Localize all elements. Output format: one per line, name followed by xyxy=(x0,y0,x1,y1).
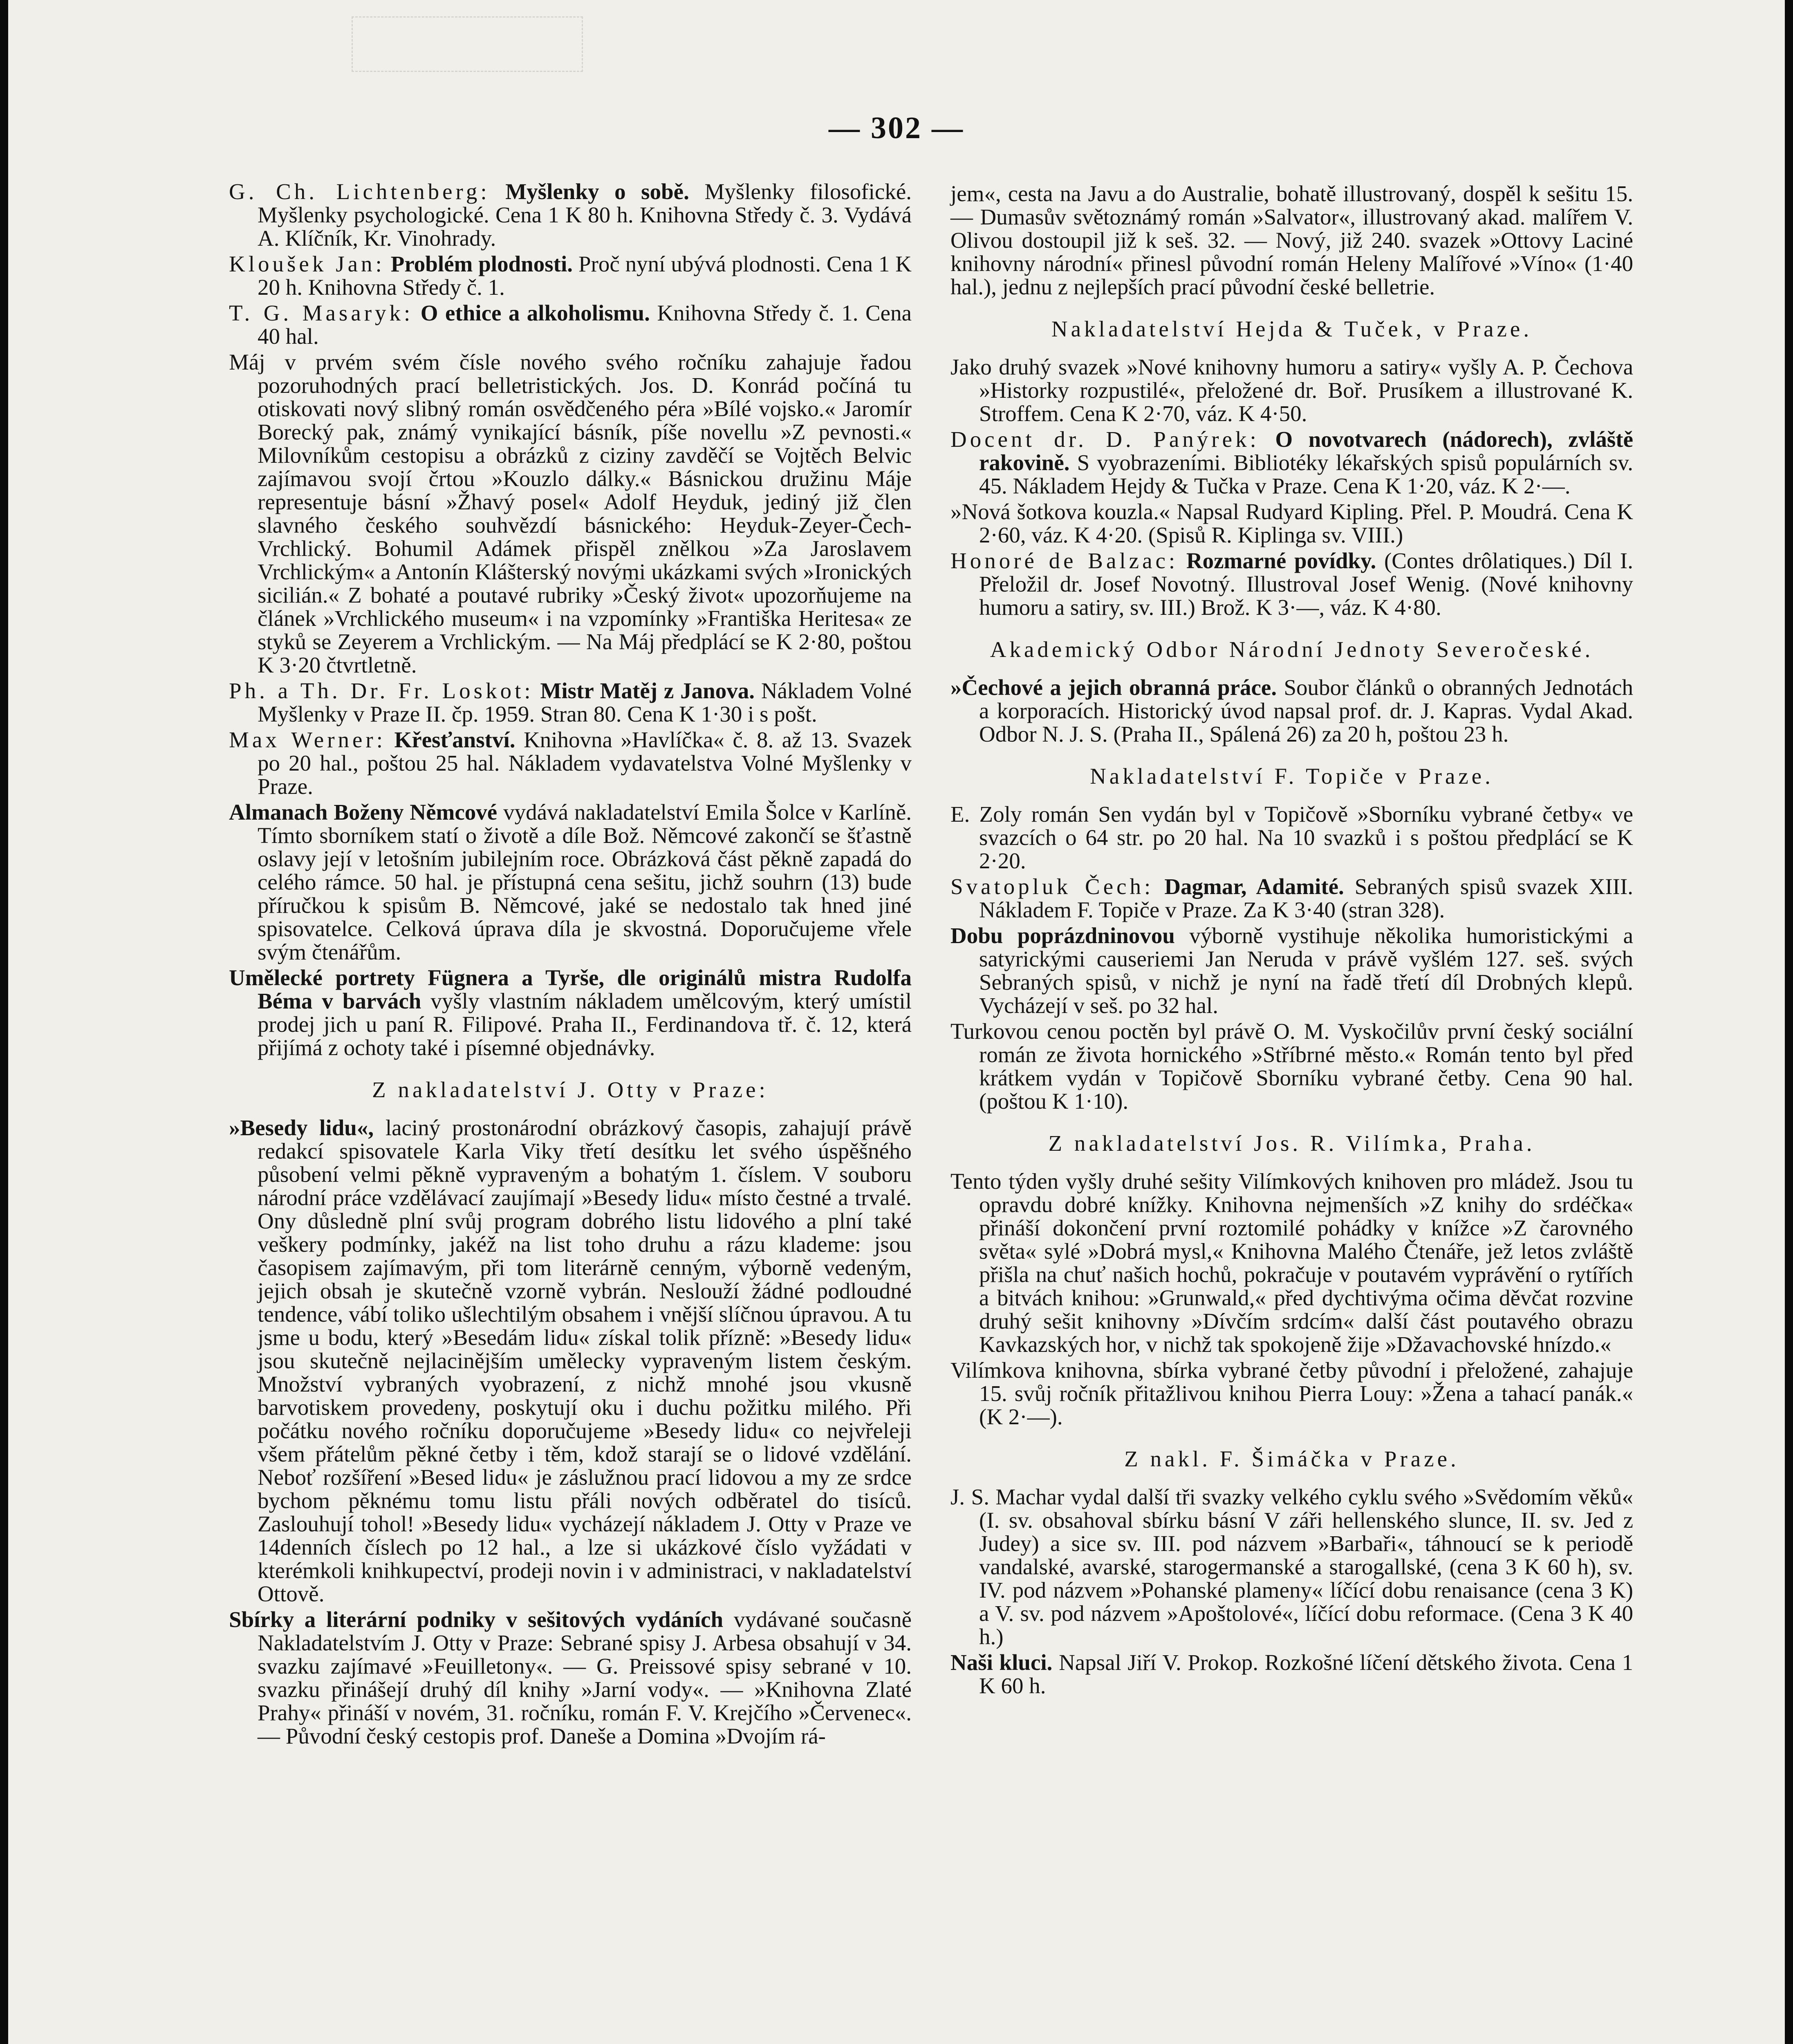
entry-besedy: »Besedy lidu«, laciný prostonárodní obrázkový časopis, zahajují právě redakcí spisovatele Karla Viky třetí desítku let svého úspěšného působení velmi pěkně vypraveným a bohatým 1. číslem. V souboru národní práce vzdělávací zaujímají »Besedy lidu« místo čestné a trvalé. Ony důsledně plní svůj program dobrého listu lidového a plní také veškery podmínky, jakéž na list toho druhu a rázu klademe: jsou časopisem zajímavým, při tom literárně cenným, výborně vedeným, jejich obsah je skutečně vzorně vybrán. Neslouží žádné podloudné tendence, vábí toliko ušlechtilým obsahem i vnější slíčnou úpravou. A tu jsme u bodu, který »Besedám lidu« získal tolik přízně: »Besedy lidu« jsou skutečně nejlacinějším umělecky vypraveným listem českým. Množství vybraných vyobrazení, z nichž mnohé jsou vkusně barvotiskem provedeny, poskytují oku i duchu požitku milého. Při počátku nového ročníku doporučujeme »Besedy lidu« co nejvřeleji všem přátelům pěkné četby i těm, kdož starají se o lidové vzdělání. Neboť rozšíření »Besed lidu« je záslužnou prací lidovou a my ze srdce bychom pěknému tomu listu přáli nových odběratel do tisíců. Zaslouhují tohol! »Besedy lidu« vycházejí nákladem J. Otty v Praze ve 14denních číslech po 12 hal., a lze si ukázkové číslo vyžádati v kterémkoli knihkupectví, prodeji novin i v administraci, v nakladatelství Ottově. xyxy=(229,1115,912,1606)
entry-loskot: Ph. a Th. Dr. Fr. Loskot: Mistr Matěj z Janova. Nákladem Volné Myšlenky v Praze II. čp. 1959. Stran 80. Cena K 1·30 i s pošt. xyxy=(229,678,912,726)
entry-vilimek: Tento týden vyšly druhé sešity Vilímkových knihoven pro mládež. Jsou tu opravdu dobré knížky. Knihovna nejmenších »Z knihy do srdéčka« přináší dokončení první roztomilé pohádky v knížce »Z čarovného světa« sylé »Dobrá mysl,« Knihovna Malého Čtenáře, jež letos zvláště přišla na chuť našich hochů, pokračuje v poutavém vyprávění o rytířích a bitvách knihou: »Grunwald,« před dychtivýma očima děvčat rozvine druhý sešit knihovny »Dívčím srdcím« další část poutavého obrazu Kavkazských hor, v nichž tak spokojeně žije »Džavachovské hnízdo.« xyxy=(950,1169,1633,1357)
entry-turkova: Turkovou cenou poctěn byl právě O. M. Vyskočilův první český sociální román ze života hornického »Stříbrné město.« Román tento byl před krátkem vydán v Topičově Sborníku vybrané četby. Cena 90 hal. (poštou K 1·10). xyxy=(950,1019,1633,1114)
entry-panyrek: Docent dr. D. Panýrek: O novotvarech (nádorech), zvláště rakovině. S vyobrazeními. Bibliotéky lékařských spisů populárních sv. 45. Nákladem Hejdy & Tučka v Praze. Cena K 1·20, váz. K 2·—. xyxy=(950,427,1634,498)
entry-cech-humor: Jako druhý svazek »Nové knihovny humoru a satiry« vyšly A. P. Čechova »Historky rozpustilé«, přeložené dr. Boř. Prusíkem a illustrované K. Stroffem. Cena K 2·70, váz. K 4·50. xyxy=(950,354,1633,426)
entry-cech-dagmar: Svatopluk Čech: Dagmar, Adamité. Sebraných spisů svazek XIII. Nákladem F. Topiče v Praze. Za K 3·40 (stran 328). xyxy=(950,874,1634,922)
entry-sbirky: Sbírky a literární podniky v sešitových vydáních vydávané současně Nakladatelstvím J. Otty v Praze: Sebrané spisy J. Arbesa obsahují v 34. svazku zajímavé »Feuilletony«. — G. Preissové spisy sebrané v 10. svazku přinášejí druhý díl knihy »Jarní vody«. — »Knihovna Zlaté Prahy« přináší v novém, 31. ročníku, román F. V. Krejčího »Červenec«. — Původní český cestopis prof. Daneše a Domina »Dvojím rá- xyxy=(229,1607,912,1748)
page xyxy=(8,0,1785,2044)
section-heading-hejda: Nakladatelství Hejda & Tuček, v Praze. xyxy=(1051,316,1533,341)
entry-kolousek: Kloušek Jan: Problém plodnosti. Proč nyní ubývá plodnosti. Cena 1 K 20 h. Knihovna Středy č. 1. xyxy=(229,251,912,300)
stamp-mark xyxy=(352,16,583,72)
entry-cechove: »Čechové a jejich obranná práce. Soubor článků o obranných Jednotách a korporacích. Historický úvod napsal prof. dr. J. Kapras. Vydal Akad. Odbor N. J. S. (Praha II., Spálená 26) za 20 h, poštou 23 h. xyxy=(950,675,1633,746)
entry-zola: E. Zoly román Sen vydán byl v Topičově »Sborníku vybrané četby« ve svazcích o 64 str. po 20 hal. Na 10 svazků i s poštou předplácí se K 2·20. xyxy=(950,802,1633,873)
entry-continuation: jem«, cesta na Javu a do Australie, bohatě illustrovaný, dospěl k sešitu 15. — Dumasův světoznámý román »Salvator«, illustrovaný akad. malířem V. Olivou dostoupil již k seš. 32. — Nový, již 240. svazek »Ottovy Laciné knihovny národní« přinesl původní román Heleny Malířové »Víno« (1·40 hal.), jednu z nejlepších prací původní české belletrie. xyxy=(950,181,1633,299)
entry-kluci: Naši kluci. Napsal Jiří V. Prokop. Rozkošné líčení dětského života. Cena 1 K 60 h. xyxy=(950,1650,1634,1698)
section-heading-odbor: Akademický Odbor Národní Jednoty Severočeské. xyxy=(990,637,1594,662)
entry-neruda: Dobu poprázdninovou výborně vystihuje několika humoristickými a satyrickými causeriemi Jan Neruda v právě vyšlém 127. seš. svých Sebraných spisů, v nichž je nyní na řadě třetí díl Drobných klepů. Vycházejí v seš. po 32 hal. xyxy=(950,923,1634,1018)
entry-kipling: »Nová šotkova kouzla.« Napsal Rudyard Kipling. Přel. P. Moudrá. Cena K 2·60, váz. K 4·20. (Spisů R. Kiplinga sv. VIII.) xyxy=(950,499,1633,547)
entry-lichtenberg: G. Ch. Lichtenberg: Myšlenky o sobě. Myšlenky filosofické. Myšlenky psychologické. Cena 1 K 80 h. Knihovna Středy č. 3. Vydává A. Klíčník, Kr. Vinohrady. xyxy=(229,179,912,251)
entry-machar: J. S. Machar vydal další tři svazky velkého cyklu svého »Svědomím věků« (I. sv. obsahoval sbírku básní V záři hellenského slunce, II. sv. Jed z Judey) a sice sv. III. pod názvem »Barbaři«, táhnoucí se k periodě vandalské, avarské, starogermanské a starogallské, (cena 3 K 60 h), sv. IV. pod názvem »Pohanské plameny« líčící dobu renaisance (cena 3 K) a V. sv. pod názvem »Apoštolové«, líčící dobu reformace. (Cena 3 K 40 h.) xyxy=(950,1484,1633,1649)
entry-balzac: Honoré de Balzac: Rozmarné povídky. (Contes drôlatiques.) Díl I. Přeložil dr. Josef Novotný. Illustroval Josef Wenig. (Nové knihovny humoru a satiry, sv. III.) Brož. K 3·—, váz. K 4·80. xyxy=(950,548,1633,620)
left-column xyxy=(229,180,912,1750)
entry-werner: Max Werner: Křesťanství. Knihovna »Havlíčka« č. 8. až 13. Svazek po 20 hal., poštou 25 hal. Nákladem vydavatelstva Volné Myšlenky v Praze. xyxy=(229,727,912,799)
entry-portrety: Umělecké portrety Fügnera a Tyrše, dle originálů mistra Rudolfa Béma v barvách vyšly vlastním nákladem umělcovým, který umístil prodej jich u paní R. Filipové. Praha II., Ferdinandova tř. č. 12, která přijímá z ochoty také i písemné objednávky. xyxy=(229,965,912,1060)
section-heading-vilimek: Z nakladatelství Jos. R. Vilímka, Praha. xyxy=(1048,1131,1535,1156)
section-heading-simacek: Z nakl. F. Šimáčka v Praze. xyxy=(1124,1446,1459,1471)
section-heading-otty: Z nakladatelství J. Otty v Praze: xyxy=(372,1077,769,1102)
entry-almanach: Almanach Boženy Němcové vydává nakladatelství Emila Šolce v Karlíně. Tímto sborníkem statí o životě a díle Bož. Němcové zakončí se šťastně oslavy její v letošním jubilejním roce. Obrázková část pěkně zapadá do celého rámce. 50 hal. je přístupná cena sešitu, jichž souhrn (13) bude příručkou k spisům B. Němcové, jaké se nedostalo tak hned jiné spisovatelce. Celková úprava díla je skvostná. Doporučujeme vřele svým čtenářům. xyxy=(229,800,912,964)
right-column xyxy=(950,182,1633,1700)
entry-maj: Máj v prvém svém čísle nového svého ročníku zahajuje řadou pozoruhodných prací belletristických. Jos. D. Konrád počíná tu otiskovati nový slibný román osvědčeného péra »Bílé vojsko.« Jaromír Borecký pak, známý vynikající básník, píše novellu »Z pevnosti.« Milovníkům cestopisu a obrázků z ciziny zavděčí se Vojtěch Belvic zajímavou svojí črtou »Kouzlo dálky.« Básnickou družinu Máje representuje básní »Žhavý posel« Adolf Heyduk, jediný již člen slavného českého souhvězdí básnického: Heyduk-Zeyer-Čech-Vrchlický. Bohumil Adámek přispěl znělkou »Za Jaroslavem Vrchlickým« a Antonín Klášterský novými ukázkami svých »Ironických sicilián.« Z bohaté a poutavé rubriky »Český život« upozorňujeme na článek »Vrchlického museum« i na vzpomínky »Františka Heritesa« ze styků se Zeyerem a Vrchlickým. — Na Máj předplácí se K 2·80, poštou K 3·20 čtvrtletně. xyxy=(229,350,912,677)
section-heading-topic: Nakladatelství F. Topiče v Praze. xyxy=(1090,764,1494,789)
page-number: — 302 — xyxy=(829,111,964,145)
entry-masaryk: T. G. Masaryk: O ethice a alkoholismu. Knihovna Středy č. 1. Cena 40 hal. xyxy=(229,300,912,349)
entry-vilimkova: Vilímkova knihovna, sbírka vybrané četby původní i přeložené, zahajuje 15. svůj ročník přitažlivou knihou Pierra Louy: »Žena a tahací panák.« (K 2·—). xyxy=(950,1358,1633,1429)
